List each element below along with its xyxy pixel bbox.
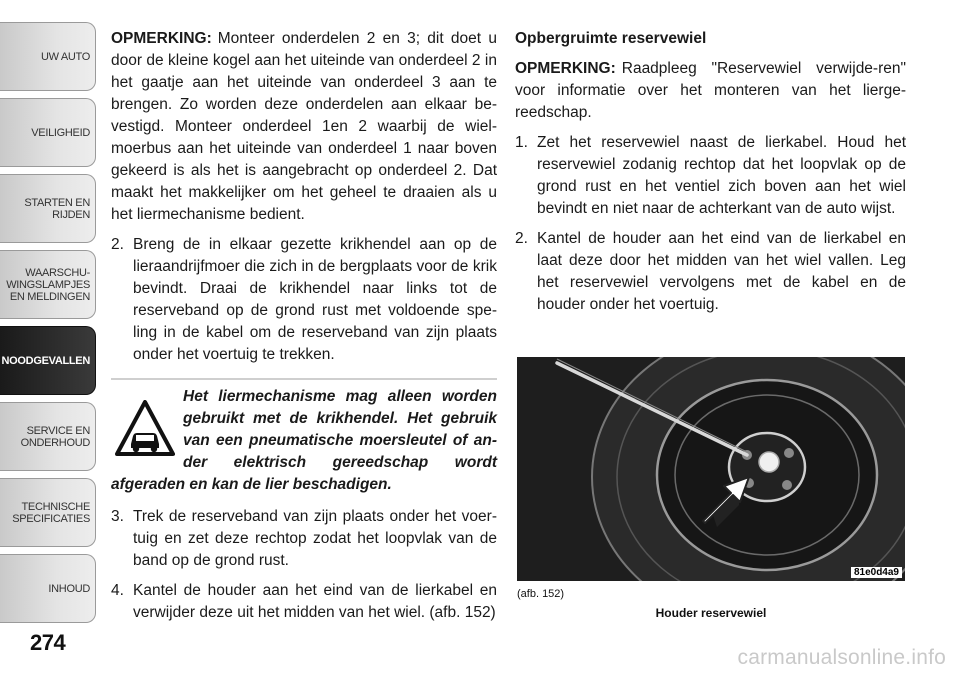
step-text: Kantel de houder aan het eind van de lierkabel en laat deze door het midden van het wiel vallen. Leg het reservewiel vervolgens met de kabel en de houder onder het voertuig. xyxy=(537,230,906,313)
step-item xyxy=(111,506,497,572)
figure-label: (afb. 152) xyxy=(517,588,565,600)
step-number: 3. xyxy=(111,508,124,525)
step-item xyxy=(515,228,906,316)
note-text: Raadpleeg "Reservewiel verwijde-ren" voor informatie over het monteren van het lierge-reedschap. xyxy=(515,60,906,121)
step-item xyxy=(515,132,906,220)
note-paragraph xyxy=(515,58,906,124)
left-column xyxy=(111,28,497,632)
warning-triangle-car-icon xyxy=(115,400,175,458)
step-number: 1. xyxy=(515,134,528,151)
step-text: Trek de reserveband van zijn plaats onder het voer-tuig en zet deze rechtop zodat het loopvlak van de band op de grond rust. xyxy=(133,508,497,569)
step-text: Kantel de houder aan het eind van de lierkabel en verwijder deze uit het midden van het wiel. (afb. 152) xyxy=(133,582,497,621)
side-tab-starten-en-rijden[interactable]: STARTEN EN RIJDEN xyxy=(0,174,96,243)
step-number: 4. xyxy=(111,582,124,599)
section-heading: Opbergruimte reservewiel xyxy=(515,30,707,47)
side-tab-technische-specificaties[interactable]: TECHNISCHE SPECIFICATIES xyxy=(0,478,96,547)
step-item xyxy=(111,580,497,624)
steps-list-left-continued xyxy=(111,506,497,624)
page-number: 274 xyxy=(30,630,66,655)
note-label: OPMERKING: xyxy=(515,60,616,77)
steps-list-right xyxy=(515,132,906,316)
right-column xyxy=(515,28,906,324)
side-tab-veiligheid[interactable]: VEILIGHEID xyxy=(0,98,96,167)
side-tab-service-en-onderhoud[interactable]: SERVICE EN ONDERHOUD xyxy=(0,402,96,471)
figure-spare-wheel-holder xyxy=(517,357,905,581)
steps-list-left xyxy=(111,234,497,366)
note-text: Monteer onderdelen 2 en 3; dit doet u door de kleine kogel aan het uiteinde van onderdeel 2 in het gaatje aan het uiteinde van onderdeel 3 aan te brengen. Zo worden deze onderdelen aan elkaar be-vestigd. Monteer onderdeel 1en 2 waarbij de wiel-moerbus aan het uiteinde van onderdeel 1 naar boven gekeerd is als het is aangebracht op onderdeel 2. Dat maakt het makkelijker om het geheel te draaien als u het liermechanisme bedient. xyxy=(111,30,497,223)
step-number: 2. xyxy=(515,230,528,247)
note-label: OPMERKING: xyxy=(111,30,212,47)
warning-text: Het liermechanisme mag alleen worden gebruikt met de krikhendel. Het gebruik van een pneumatische moersleutel of an-der elektrisch gereedschap wordt afgeraden en kan de lier beschadigen. xyxy=(111,388,497,493)
watermark: carmanualsonline.info xyxy=(737,646,946,669)
step-text: Breng de in elkaar gezette krikhendel aan op de lieraandrijfmoer die zich in de bergplaats voor de krik bevindt. Draai de krikhendel naar links tot de reserveband op de grond rust met voldoende spe-ling in de kabel om de reserveband van zijn plaats onder het voertuig te trekken. xyxy=(133,236,497,363)
step-item xyxy=(111,234,497,366)
side-tab-inhoud[interactable]: INHOUD xyxy=(0,554,96,623)
figure-caption: Houder reservewiel xyxy=(655,606,767,620)
step-number: 2. xyxy=(111,236,124,253)
spare-wheel-illustration xyxy=(517,357,905,581)
side-tab-waarschuwingslampjes[interactable]: WAARSCHU- WINGSLAMPJES EN MELDINGEN xyxy=(0,250,96,319)
note-paragraph xyxy=(111,28,497,226)
step-text: Zet het reservewiel naast de lierkabel. Houd het reservewiel zodanig rechtop dat het loopvlak op de grond rust en het ventiel zich boven aan het wiel bevindt en niet naar de achterkant van de auto wijst. xyxy=(537,134,906,217)
warning-block xyxy=(111,378,497,496)
side-tab-uw-auto[interactable]: UW AUTO xyxy=(0,22,96,91)
figure-code: 81e0d4a9 xyxy=(851,567,902,578)
side-tab-noodgevallen[interactable]: NOODGEVALLEN xyxy=(0,326,96,395)
